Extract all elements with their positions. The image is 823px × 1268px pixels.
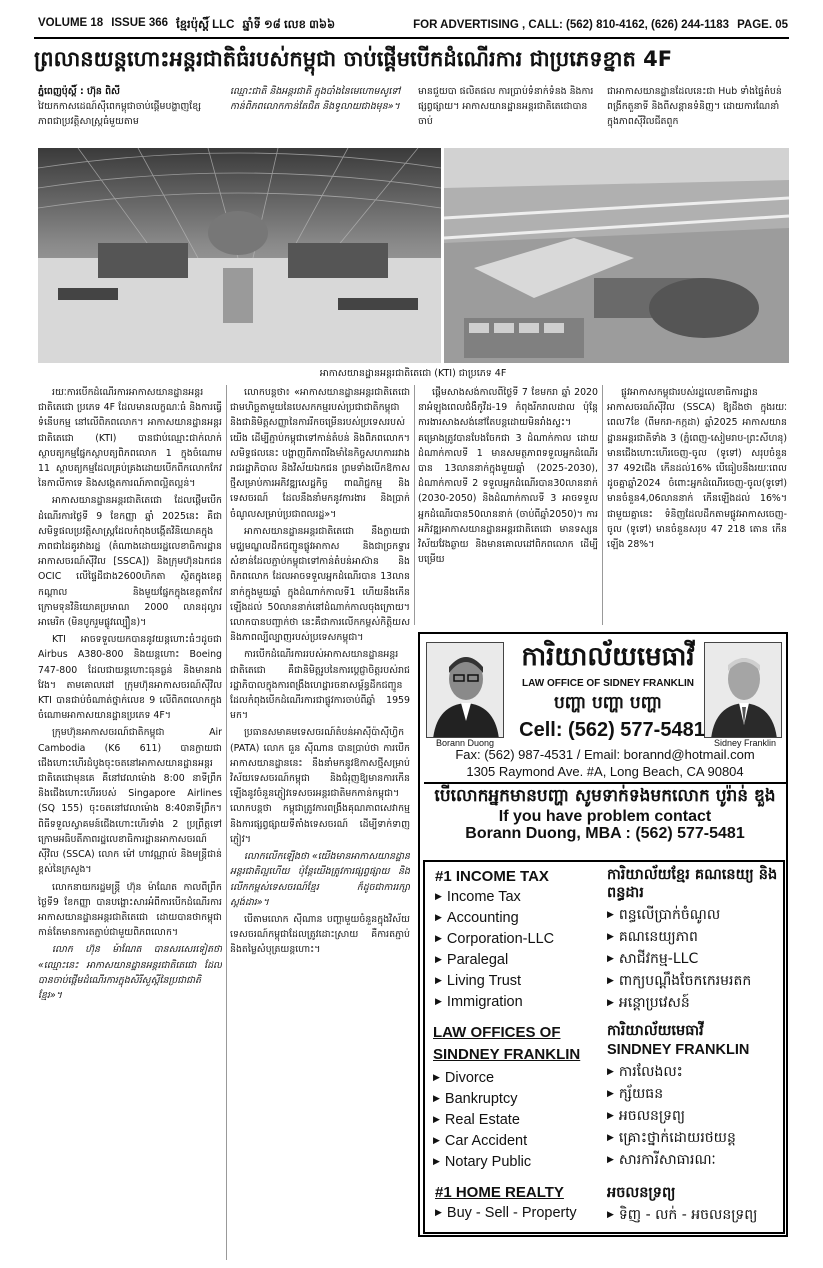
list-item: ▶ Corporation-LLC	[435, 929, 605, 950]
terminal-interior-photo	[38, 148, 441, 363]
list-item: ▶ សារការីសាធារណៈ	[607, 1149, 783, 1171]
header-rule	[34, 37, 789, 39]
list-item: ▶ គ្រោះថ្នាក់ដោយរថយន្ត	[607, 1127, 783, 1149]
contact-en-line-1: If you have problem contact	[498, 808, 712, 825]
list-item: ▶ ការលែងលះ	[607, 1061, 783, 1083]
list-item: ▶ Bankruptcy	[433, 1089, 603, 1110]
list-item: ▶ សាជីវកម្ម-LLC	[607, 948, 783, 970]
advertising-info: FOR ADVERTISING , CALL: (562) 810-4162, (626) 244-1183	[413, 19, 730, 31]
ad-contact-details	[424, 746, 786, 780]
column-divider	[226, 385, 227, 1260]
ad-subtitle: បញ្ហា បញ្ហា បញ្ហា	[554, 693, 662, 713]
kh-tax-heading: ការិយាល័យខ្មែរ គណនេយ្យ និងពន្ធដារ	[607, 867, 778, 901]
paragraph: ការបើកដំណើរការរបស់អាកាសយានដ្ឋានអន្តរជាតិតេជោ គឺជានិមិត្តរូបនៃការប្តេជ្ញាចិត្តរបស់រាជរដ្ឋាភិបាលក្នុងការពង្រឹងហេដ្ឋារចនាសម្ព័ន្ធដឹកជញ្ជូន ដែលកំពុងបើកដំណើរការជាផ្លូវការចាប់ពីឆ្នាំ 1959 មក។	[230, 649, 410, 722]
paragraph: លោកនាយករដ្ឋមន្ត្រី ហ៊ុន ម៉ាណែត កាលពីព្រឹកថ្ងៃទី9 ខែកញ្ញា បានបង្ហោះសារអំពីការបើកដំណើរការអាកាសយានដ្ឋានអន្តរជាតិតេជោ ដោយបានថាកម្ពុជាកាន់តែមានការតភ្ជាប់ជាមួយពិភពលោក។	[38, 881, 222, 939]
list-item: ▶ Notary Public	[433, 1152, 603, 1173]
list-item: ▶ អន្តោប្រវេសន៍	[607, 992, 783, 1014]
right-portrait-name: Sidney Franklin	[713, 738, 777, 748]
masthead-issue: ឆ្នាំទី ១៨ លេខ ៣៦៦	[242, 18, 336, 31]
contact-kh: បើលោកអ្នកមានបញ្ហា សូមទាក់ទងមកលោក បូរ៉ាន់ ឌួង	[434, 786, 776, 806]
intro-text-4: ជាអាកាសយានដ្ឋានដែលនេះជា Hub ទាំងផ្ទៃតំបន់ពង្រីកតួនាទី និងពីសន្តានទំនិញ។ ដោយការណែនាំក្នុងភាពស៊ីវិលជីតពួក	[607, 86, 782, 127]
byline: ភ្នំពេញប៉ុស្តិ៍ : ហ៊ុន ពិសី	[38, 86, 120, 97]
paragraph: ផ្តើមសាងសង់កាលពីថ្ងៃទី 7 ខែមករា ឆ្នាំ 2020 នាអំឡុងពេលជំងឺកូវីដ-19 កំពុងរីករាលដាល ប៉ុន្តែការងារសាងសង់នៅតែបន្តដោយមិនរាំងស្ទះ។ គម្រោងត្រូវបានបែងចែកជា 3 ដំណាក់កាល ដោយដំណាក់កាលទី 1 មានសមត្ថភាពទទួលអ្នកដំណើរបាន 13លាននាក់ក្នុងមួយឆ្នាំ (2025-2030), ដំណាក់កាលទី 2 ទទួលអ្នកដំណើរបាន30លាននាក់ (2030-2050) និងដំណាក់កាលទី 3 អាចទទួលអ្នកដំណើរបាន50លាននាក់ (ចាប់ពីឆ្នាំ2050)។ ការអភិវឌ្ឍអាកាសយានដ្ឋានអន្តរជាតិតេជោ មានទស្សនវិស័យវែងឆ្ងាយ និងមានគោលដៅពិភពលោក ដើម្បីបម្រើយ	[418, 387, 598, 566]
paragraph: អាកាសយានដ្ឋានអន្តរជាតិតេជោ នឹងក្លាយជាមជ្ឈមណ្ឌលដឹកជញ្ជូនផ្លូវអាកាស និងជាច្រកទ្វារសំខាន់ដែលភ្ជាប់កម្ពុជាទៅកាន់តំបន់អាស៊ាន និងពិភពលោក ដែលអាចទទួលអ្នកដំណើរបាន 13លាននាក់ក្នុងមួយឆ្នាំ ក្នុងដំណាក់កាលទី1 ហើយនឹងកើនឡើងដល់ 50លាននាក់នៅដំណាក់កាលចុងក្រោយ។ លោកបានបញ្ជាក់ថា នេះគឺជាការលើកកម្ពស់កិត្តិយស និងភាពល្បីល្បាញរបស់ប្រទេសកម្ពុជា។	[230, 525, 410, 644]
paragraph: រយៈការបើកដំណើរការអាកាសយានដ្ឋានអន្តរជាតិតេជោ ប្រភេទ 4F ដែលមានលក្ខណៈធំ និងការធ្វើទំនើបកម្ម នៅលើពិភពលោក។ អាកាសយានដ្ឋានអន្តរជាតិតេជោ (KTI) បានជាប់ឈ្មោះជាក់លាក់ស្ថាបត្យកម្មផ្នែកស្ថាបត្យពិភពលោក 1 ក្នុងចំណោម 11 ស្ថាបត្យកម្មដែលគ្រប់គ្រងដោយបើកពីកលោកកែវនៃកាលីកាទេ និងសង្កេតការណ៍ភាពល្អិតល្អន់។	[38, 387, 222, 490]
kh-law-heading-en: SINDNEY FRANKLIN	[607, 1042, 750, 1058]
list-item: ▶ ទិញ - លក់ - អចលនទ្រព្យ	[607, 1204, 783, 1226]
list-item: ▶ Living Trust	[435, 971, 605, 992]
list-item: ▶ Immigration	[435, 992, 605, 1013]
services-box	[423, 860, 785, 1234]
list-item: ▶ Real Estate	[433, 1110, 603, 1131]
list-item: ▶ ក្ស័យធន	[607, 1083, 783, 1105]
list-item: ▶ Accounting	[435, 908, 605, 929]
article-column-3	[418, 385, 598, 625]
list-item: ▶ Divorce	[433, 1068, 603, 1089]
list-item: ▶ Buy - Sell - Property	[435, 1203, 605, 1224]
fax-email: Fax: (562) 987-4531 / Email: borannd@hotmail.com	[455, 747, 755, 762]
income-tax-list	[435, 868, 605, 1013]
photo-caption: អាកាសយានដ្ឋានអន្តរជាតិតេជោ (KTI) ជាប្រភេទ 4F	[319, 368, 507, 379]
paragraph: KTI អាចទទួលយកបាននូវយន្តហោះធំៗដូចជា Airbus A380-800 និងយន្តហោះ Boeing 747-800 ដែលជាយន្តហោះធុនធ្ងន់ និងមានរាងវែង។ តាមគោលដៅ ក្រុមហ៊ុនអាកាសចរណ៍ស៊ីវិល KTI បានជាប់ចំណាត់ថ្នាក់លេខ 9 លើពិភពលោកក្នុងចំណោមអាកាសយានដ្ឋានប្រភេទ 4F។	[38, 634, 222, 722]
home-realty-heading: #1 HOME REALTY	[435, 1184, 564, 1201]
kh-tax-list	[607, 866, 783, 1014]
home-realty-list	[435, 1184, 605, 1224]
article-column-4	[607, 385, 787, 625]
ad-title: ការិយាល័យមេធាវី	[521, 642, 695, 672]
list-item: ▶ អចលនទ្រព្យ	[607, 1105, 783, 1127]
airport-aerial-photo	[444, 148, 789, 363]
intro-text-2: ឈ្មោះជាតិ និងអន្តរជាតិ ក្នុងបាំងនៃមេហោមសូទៅកាន់ពិភពលោកកាន់តែជិត និងទូលាយជាងមុន»។	[230, 86, 401, 112]
list-item: ▶ Income Tax	[435, 887, 605, 908]
list-item: ▶ Paralegal	[435, 950, 605, 971]
volume: VOLUME 18	[38, 16, 104, 29]
kh-realty-heading: អចលនទ្រព្យ	[607, 1185, 676, 1201]
address: 1305 Raymond Ave. #A, Long Beach, CA 90804	[466, 764, 744, 779]
paragraph: ប្រធានសមាគមទេសចរណ៍តំបន់អាស៊ីប៉ាស៊ីហ្វិក (PATA) លោក ធួន ស៊ីណាន បានប្រាប់ថា ការបើកអាកាសយានដ្ឋាននេះ នឹងនាំមកនូវឱកាសថ្មីសម្រាប់វិស័យទេសចរណ៍កម្ពុជា និងជំរុញឱ្យមានការកើនឡើងនូវចំនួនភ្ញៀវទេសចរអន្តរជាតិមកកាន់កម្ពុជា។ លោកបន្តថា កម្ពុជាត្រូវការពង្រឹងគុណភាពសេវាកម្ម និងការផ្សព្វផ្សាយទីតាំងទេសចរណ៍ ដើម្បីទាក់ទាញភ្ញៀវ។	[230, 727, 410, 845]
portrait-borann-duong	[426, 642, 504, 738]
paragraph: លោកលើកឡើងថា «យើងមានអាកាសយានដ្ឋានអន្តរជាតិល្អហើយ ប៉ុន្តែយើងត្រូវការផ្សព្វផ្សាយ និងលើកកម្ពស់ទេសចរណ៍ខ្មែរ ក៏ដូចជាការរក្សាស្តង់ដារ»។	[230, 851, 410, 908]
article-column-1	[38, 385, 222, 1260]
law-office-name: LAW OFFICE OF SIDNEY FRANKLIN	[521, 678, 695, 689]
portrait-sidney-franklin	[704, 642, 782, 738]
contact-en-line-2: Borann Duong, MBA : (562) 577-5481	[465, 825, 745, 842]
paragraph: លោកបន្តថា៖ «អាកាសយានដ្ឋានអន្តរជាតិតេជោ ជាមហិច្ឆតាមួយនៃបេសកកម្មរបស់ប្រជាជាតិកម្ពុជា និងជានិមិត្តសញ្ញានៃការរីកចម្រើនរបស់ប្រទេសរបស់យើង ដើម្បីភ្ជាប់កម្ពុជាទៅកាន់តំបន់ និងពិភពលោក។ សមិទ្ធផលនេះ បង្ហាញពីភាពរឹងមាំនៃកិច្ចសហការរវាងរាជរដ្ឋាភិបាល និងវិស័យឯកជន ព្រមទាំងបើកឱកាសថ្មីសម្រាប់ការអភិវឌ្ឍសេដ្ឋកិច្ច ពាណិជ្ជកម្ម និងទេសចរណ៍ ដែលនឹងនាំមកនូវការងារ និងប្រាក់ចំណូលសម្រាប់ប្រជាពលរដ្ឋ»។	[230, 387, 410, 520]
article-column-2	[230, 385, 410, 1260]
ad-divider	[424, 782, 786, 784]
law-office-advertisement	[418, 632, 788, 1237]
column-divider	[602, 385, 603, 625]
list-item: ▶ ពាក្យបណ្តឹងចែកកេរមរតក	[607, 970, 783, 992]
paragraph: លោក ហ៊ុន ម៉ាណែត បានសរសេរទៀតថា «ឈ្មោះនេះ អាកាសយានដ្ឋានអន្តរជាតិតេជោ ដែលបានចាប់ផ្តើមដំណើរការក្នុងសិរីសួស្តីនៃប្រជាជាតិខ្មែរ»។	[38, 944, 222, 1001]
column-divider	[414, 385, 415, 625]
paragraph: បើតាមលោក ស៊ីណាន បញ្ហាមួយចំនួនក្នុងវិស័យទេសចរណ៍កម្ពុជាដែលត្រូវដោះស្រាយ គឺការតភ្ជាប់ និងតម្លៃសំបុត្រយន្តហោះ។	[230, 913, 410, 956]
page-header	[38, 14, 788, 36]
cell-phone: Cell: (562) 577-5481	[519, 719, 705, 741]
list-item: ▶ Car Accident	[433, 1131, 603, 1152]
kh-law-heading: ការិយាល័យមេធាវី	[607, 1023, 704, 1039]
law-offices-list	[433, 1022, 603, 1173]
intro-col-1	[38, 84, 222, 146]
list-item: ▶ គណនេយ្យភាព	[607, 926, 783, 948]
income-tax-heading: #1 INCOME TAX	[435, 868, 549, 885]
paragraph: ក្រុមហ៊ុនអាកាសចរណ៍ជាតិកម្ពុជា Air Cambodia (K6 611) បានក្លាយជាជើងហោះហើរដំបូងចុះចតនៅអាកាសយានដ្ឋានអន្តរជាតិតេជោមុនគេ គឺនៅវេលាម៉ោង 8:00 នាទីព្រឹក និងជើងហោះហើររបស់ Singapore Airlines (SQ 155) ចុះចតនៅវេលាម៉ោង 8:40នាទីព្រឹក។ ពិធីទទួលស្វាគមន៍ជើងហោះហើរទាំង 2 ប្រព្រឹត្តទៅក្រោមអធិបតីភាពរដ្ឋលេខាធិការដ្ឋានអាកាសចរណ៍ស៊ីវិល (SSCA) លោក ម៉ៅ ហាវណ្ណាល់ និងមន្ត្រីជាន់ខ្ពស់នៃក្រសួង។	[38, 727, 222, 876]
headline: ព្រលានយន្តហោះអន្តរជាតិធំរបស់កម្ពុជា ចាប់ផ្តើមបើកដំណើរការ ជាប្រភេទខ្នាត 4F	[34, 47, 673, 71]
masthead: ខ្មែរប៉ុស្តិ៍ LLC	[176, 18, 235, 31]
left-portrait-name: Borann Duong	[435, 738, 495, 748]
intro-text-3: មានជួយបា ផលិតផល ការប្រាប់ទំនាក់ទំនង និងការផ្សព្វផ្សាយ។ អាកាសយានដ្ឋានអន្តរជាតិតេជោបានចាប់	[418, 86, 594, 127]
kh-law-list	[607, 1022, 783, 1171]
paragraph: អាកាសយានដ្ឋានអន្តរជាតិតេជោ ដែលផ្តើមបើកដំណើរការថ្ងៃទី 9 ខែកញ្ញា ឆ្នាំ 2025នេះ គឺជាសមិទ្ធផលប្រវត្តិសាស្ត្រដែលកំពុងបង្កើតវិនិយោគក្នុងភាពជាដៃគូរវាងរដ្ឋ (តំណាងដោយរដ្ឋលេខាធិការដ្ឋានអាកាសចរណ៍ស៊ីវិល [SSCA]) និងក្រុមហ៊ុនឯកជន OCIC លើផ្ទៃដីជាង2600ហិកតា ស្ថិតក្នុងខេត្តកណ្តាល និងមួយផ្នែកក្នុងខេត្តតាកែវ ក្រោមទុនវិនិយោគប្រមាណ 2000 លានដុល្លារអាមេរិក (មិនបូករួមផ្លូវល្បឿន)។	[38, 495, 222, 629]
intro-text-1: វៃយកកាសដេណ៍ស៊ីពេកម្ពុជាចាប់ផ្តើមបង្ហាញខ្សែភាពជាប្រវត្តិសាស្ត្រធំមួយតាម	[38, 101, 202, 127]
issue: ISSUE 366	[111, 16, 169, 29]
contact-en	[424, 808, 786, 842]
page-number: PAGE. 05	[737, 19, 788, 31]
law-offices-heading: LAW OFFICES OF SINDNEY FRANKLIN	[433, 1024, 581, 1063]
list-item: ▶ ពន្ធលើប្រាក់ចំណូល	[607, 904, 783, 926]
paragraph: ផ្លូវអាកាសកម្ពុជារបស់រដ្ឋលេខាធិការដ្ឋានអាកាសចរណ៍ស៊ីវិល (SSCA) ឱ្យដឹងថា ក្នុងរយៈពេល7ខែ (ពីមករា-កក្កដា) ឆ្នាំ2025 អាកាសយានដ្ឋានអន្តរជាតិទាំង 3 (ភ្នំពេញ-សៀមរាប-ព្រះសីហនុ) មានជើងហោះហើរចេញ-ចូល (ទូទៅ) សរុបចំនួន 37 492ជើង កើនដល់16% បើធៀបនឹងរយៈពេលដូចគ្នាឆ្នាំ2024 ចំពោះអ្នកដំណើរចេញ-ចូល(ទូទៅ) មានចំនួន4,06លាននាក់ កើនឡើងដល់ 16%។ ជាមួយគ្នានេះ ទំនិញដែលដឹកតាមផ្លូវអាកាសចេញ-ចូល (ទូទៅ) មានចំនួនសរុប 47 218 តោន កើនឡើង 28%។	[607, 387, 787, 551]
kh-realty-list	[607, 1184, 783, 1226]
